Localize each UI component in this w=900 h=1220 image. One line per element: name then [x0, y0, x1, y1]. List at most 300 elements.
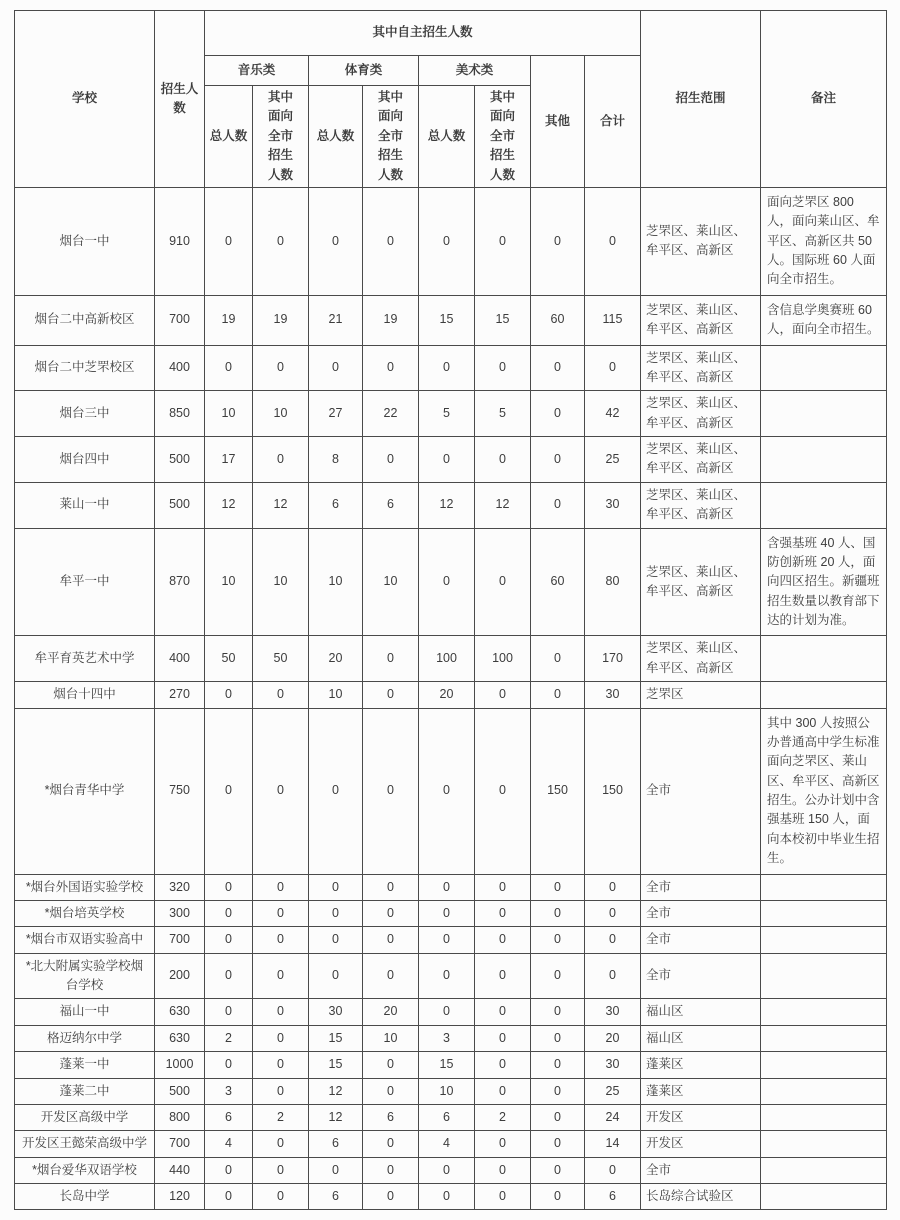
music-citywide-value: 0 [253, 708, 309, 874]
sports-citywide-value: 0 [363, 927, 419, 953]
art-total-value: 15 [419, 295, 475, 345]
remark-value [761, 1052, 887, 1078]
enrollment-value: 870 [155, 528, 205, 636]
table-row [15, 1078, 887, 1104]
total-value: 24 [585, 1104, 641, 1130]
total-value: 0 [585, 927, 641, 953]
scope-value: 芝罘区、莱山区、牟平区、高新区 [641, 482, 761, 528]
header-music-citywide: 其中面向全市招生人数 [253, 86, 309, 188]
art-citywide-value: 0 [475, 345, 531, 391]
art-citywide-value: 0 [475, 528, 531, 636]
school-name: *烟台青华中学 [15, 708, 155, 874]
enrollment-value: 700 [155, 1131, 205, 1157]
header-remarks: 备注 [761, 11, 887, 188]
header-art-citywide: 其中面向全市招生人数 [475, 86, 531, 188]
school-name: 开发区王懿荣高级中学 [15, 1131, 155, 1157]
scope-value: 全市 [641, 900, 761, 926]
scope-value: 芝罘区、莱山区、牟平区、高新区 [641, 437, 761, 483]
art-citywide-value: 5 [475, 391, 531, 437]
music-citywide-value: 10 [253, 528, 309, 636]
sports-total-value: 27 [309, 391, 363, 437]
school-name: 烟台二中芝罘校区 [15, 345, 155, 391]
art-citywide-value: 0 [475, 437, 531, 483]
remark-value: 面向芝罘区 800 人，面向莱山区、牟平区、高新区共 50 人。国际班 60 人面向全市招生。 [761, 187, 887, 295]
scope-value: 全市 [641, 708, 761, 874]
other-value: 0 [531, 900, 585, 926]
table-row [15, 345, 887, 391]
art-total-value: 0 [419, 999, 475, 1025]
sports-total-value: 15 [309, 1025, 363, 1051]
music-total-value: 2 [205, 1025, 253, 1051]
scope-value: 芝罘区、莱山区、牟平区、高新区 [641, 391, 761, 437]
enrollment-table [14, 10, 887, 1210]
enrollment-value: 700 [155, 927, 205, 953]
header-sports-subtotal: 总人数 [309, 86, 363, 188]
music-citywide-value: 0 [253, 953, 309, 999]
art-citywide-value: 0 [475, 999, 531, 1025]
art-total-value: 12 [419, 482, 475, 528]
table-row [15, 1104, 887, 1130]
other-value: 0 [531, 1052, 585, 1078]
school-name: 烟台二中高新校区 [15, 295, 155, 345]
enrollment-value: 910 [155, 187, 205, 295]
header-school: 学校 [15, 11, 155, 188]
remark-value [761, 345, 887, 391]
sports-total-value: 10 [309, 528, 363, 636]
header-music-subtotal: 总人数 [205, 86, 253, 188]
school-name: 烟台四中 [15, 437, 155, 483]
header-art: 美术类 [419, 56, 531, 86]
scope-value: 芝罘区、莱山区、牟平区、高新区 [641, 295, 761, 345]
other-value: 60 [531, 295, 585, 345]
art-total-value: 0 [419, 927, 475, 953]
table-row [15, 295, 887, 345]
art-total-value: 10 [419, 1078, 475, 1104]
sports-total-value: 21 [309, 295, 363, 345]
sports-total-value: 8 [309, 437, 363, 483]
sports-total-value: 0 [309, 874, 363, 900]
other-value: 0 [531, 927, 585, 953]
other-value: 0 [531, 1157, 585, 1183]
remark-value [761, 682, 887, 708]
sports-citywide-value: 0 [363, 187, 419, 295]
sports-total-value: 0 [309, 1157, 363, 1183]
other-value: 0 [531, 1104, 585, 1130]
sports-citywide-value: 0 [363, 900, 419, 926]
other-value: 0 [531, 391, 585, 437]
art-citywide-value: 0 [475, 682, 531, 708]
remark-value [761, 1104, 887, 1130]
sports-total-value: 6 [309, 1131, 363, 1157]
remark-value [761, 437, 887, 483]
total-value: 0 [585, 187, 641, 295]
other-value: 0 [531, 999, 585, 1025]
total-value: 25 [585, 1078, 641, 1104]
sports-total-value: 30 [309, 999, 363, 1025]
remark-value [761, 999, 887, 1025]
art-total-value: 0 [419, 900, 475, 926]
sports-total-value: 10 [309, 682, 363, 708]
total-value: 30 [585, 682, 641, 708]
header-independent-group: 其中自主招生人数 [205, 11, 641, 56]
table-row [15, 927, 887, 953]
total-value: 25 [585, 437, 641, 483]
school-name: *烟台培英学校 [15, 900, 155, 926]
scope-value: 蓬莱区 [641, 1078, 761, 1104]
art-total-value: 0 [419, 1157, 475, 1183]
scope-value: 芝罘区、莱山区、牟平区、高新区 [641, 345, 761, 391]
scope-value: 全市 [641, 953, 761, 999]
school-name: 格迈纳尔中学 [15, 1025, 155, 1051]
other-value: 0 [531, 1184, 585, 1210]
art-citywide-value: 0 [475, 900, 531, 926]
table-row [15, 874, 887, 900]
art-citywide-value: 0 [475, 1157, 531, 1183]
art-total-value: 5 [419, 391, 475, 437]
school-name: 烟台一中 [15, 187, 155, 295]
total-value: 30 [585, 1052, 641, 1078]
music-citywide-value: 19 [253, 295, 309, 345]
sports-total-value: 15 [309, 1052, 363, 1078]
total-value: 20 [585, 1025, 641, 1051]
music-total-value: 0 [205, 682, 253, 708]
scope-value: 芝罘区、莱山区、牟平区、高新区 [641, 528, 761, 636]
other-value: 60 [531, 528, 585, 636]
header-sports: 体育类 [309, 56, 419, 86]
music-citywide-value: 2 [253, 1104, 309, 1130]
school-name: *烟台爱华双语学校 [15, 1157, 155, 1183]
scope-value: 开发区 [641, 1104, 761, 1130]
table-row [15, 437, 887, 483]
scope-value: 全市 [641, 1157, 761, 1183]
art-citywide-value: 2 [475, 1104, 531, 1130]
other-value: 0 [531, 187, 585, 295]
school-name: 蓬莱一中 [15, 1052, 155, 1078]
music-total-value: 0 [205, 187, 253, 295]
remark-value [761, 953, 887, 999]
table-row [15, 682, 887, 708]
enrollment-value: 630 [155, 999, 205, 1025]
total-value: 0 [585, 874, 641, 900]
music-citywide-value: 0 [253, 999, 309, 1025]
total-value: 115 [585, 295, 641, 345]
art-total-value: 6 [419, 1104, 475, 1130]
school-name: 莱山一中 [15, 482, 155, 528]
table-row [15, 1131, 887, 1157]
art-citywide-value: 0 [475, 1052, 531, 1078]
remark-value [761, 874, 887, 900]
remark-value [761, 1025, 887, 1051]
art-citywide-value: 0 [475, 927, 531, 953]
music-total-value: 3 [205, 1078, 253, 1104]
school-name: *烟台市双语实验高中 [15, 927, 155, 953]
art-total-value: 0 [419, 528, 475, 636]
table-row [15, 391, 887, 437]
enrollment-value: 750 [155, 708, 205, 874]
school-name: 烟台三中 [15, 391, 155, 437]
art-citywide-value: 0 [475, 708, 531, 874]
other-value: 0 [531, 953, 585, 999]
sports-citywide-value: 20 [363, 999, 419, 1025]
art-citywide-value: 0 [475, 1078, 531, 1104]
school-name: 长岛中学 [15, 1184, 155, 1210]
scope-value: 全市 [641, 927, 761, 953]
scope-value: 芝罘区、莱山区、牟平区、高新区 [641, 187, 761, 295]
sports-total-value: 0 [309, 953, 363, 999]
sports-citywide-value: 0 [363, 345, 419, 391]
total-value: 0 [585, 1157, 641, 1183]
music-total-value: 19 [205, 295, 253, 345]
scope-value: 芝罘区、莱山区、牟平区、高新区 [641, 636, 761, 682]
school-name: *烟台外国语实验学校 [15, 874, 155, 900]
school-name: *北大附属实验学校烟台学校 [15, 953, 155, 999]
art-total-value: 0 [419, 187, 475, 295]
sports-citywide-value: 0 [363, 682, 419, 708]
art-citywide-value: 0 [475, 187, 531, 295]
other-value: 0 [531, 345, 585, 391]
total-value: 150 [585, 708, 641, 874]
music-citywide-value: 0 [253, 1052, 309, 1078]
art-total-value: 0 [419, 1184, 475, 1210]
remark-value [761, 900, 887, 926]
total-value: 42 [585, 391, 641, 437]
header-enrollment: 招生人数 [155, 11, 205, 188]
table-header [15, 11, 887, 188]
music-citywide-value: 0 [253, 900, 309, 926]
school-name: 牟平育英艺术中学 [15, 636, 155, 682]
enrollment-value: 630 [155, 1025, 205, 1051]
remark-value [761, 636, 887, 682]
music-total-value: 0 [205, 708, 253, 874]
table-row [15, 900, 887, 926]
table-row [15, 636, 887, 682]
music-total-value: 6 [205, 1104, 253, 1130]
enrollment-value: 500 [155, 482, 205, 528]
sports-citywide-value: 0 [363, 708, 419, 874]
enrollment-value: 1000 [155, 1052, 205, 1078]
scope-value: 福山区 [641, 999, 761, 1025]
music-total-value: 17 [205, 437, 253, 483]
art-total-value: 0 [419, 874, 475, 900]
other-value: 0 [531, 1078, 585, 1104]
scope-value: 芝罘区 [641, 682, 761, 708]
other-value: 0 [531, 636, 585, 682]
enrollment-value: 500 [155, 1078, 205, 1104]
enrollment-value: 400 [155, 636, 205, 682]
music-total-value: 0 [205, 927, 253, 953]
header-art-subtotal: 总人数 [419, 86, 475, 188]
table-row [15, 187, 887, 295]
sports-citywide-value: 0 [363, 1184, 419, 1210]
sports-citywide-value: 6 [363, 482, 419, 528]
art-citywide-value: 0 [475, 874, 531, 900]
enrollment-value: 300 [155, 900, 205, 926]
music-citywide-value: 0 [253, 1131, 309, 1157]
music-total-value: 12 [205, 482, 253, 528]
sports-citywide-value: 0 [363, 1131, 419, 1157]
sports-total-value: 6 [309, 482, 363, 528]
scope-value: 蓬莱区 [641, 1052, 761, 1078]
remark-value [761, 1078, 887, 1104]
music-citywide-value: 0 [253, 927, 309, 953]
table-row [15, 1025, 887, 1051]
total-value: 6 [585, 1184, 641, 1210]
other-value: 0 [531, 874, 585, 900]
music-total-value: 50 [205, 636, 253, 682]
sports-citywide-value: 0 [363, 636, 419, 682]
school-name: 烟台十四中 [15, 682, 155, 708]
table-row [15, 1052, 887, 1078]
sports-citywide-value: 0 [363, 874, 419, 900]
music-citywide-value: 10 [253, 391, 309, 437]
total-value: 30 [585, 999, 641, 1025]
enrollment-value: 200 [155, 953, 205, 999]
remark-value [761, 1184, 887, 1210]
art-total-value: 0 [419, 437, 475, 483]
art-total-value: 0 [419, 708, 475, 874]
enrollment-value: 500 [155, 437, 205, 483]
table-row [15, 1184, 887, 1210]
other-value: 0 [531, 437, 585, 483]
table-row [15, 1157, 887, 1183]
total-value: 80 [585, 528, 641, 636]
school-name: 牟平一中 [15, 528, 155, 636]
other-value: 0 [531, 1025, 585, 1051]
scope-value: 开发区 [641, 1131, 761, 1157]
art-citywide-value: 15 [475, 295, 531, 345]
table-body [15, 187, 887, 1210]
total-value: 170 [585, 636, 641, 682]
art-total-value: 0 [419, 345, 475, 391]
remark-value: 其中 300 人按照公办普通高中学生标准面向芝罘区、莱山区、牟平区、高新区招生。公办计划中含强基班 150 人，面向本校初中毕业生招生。 [761, 708, 887, 874]
scope-value: 全市 [641, 874, 761, 900]
total-value: 30 [585, 482, 641, 528]
music-citywide-value: 50 [253, 636, 309, 682]
sports-citywide-value: 10 [363, 1025, 419, 1051]
sports-total-value: 6 [309, 1184, 363, 1210]
music-total-value: 0 [205, 953, 253, 999]
music-citywide-value: 0 [253, 345, 309, 391]
sports-total-value: 0 [309, 187, 363, 295]
school-name: 福山一中 [15, 999, 155, 1025]
table-row [15, 528, 887, 636]
art-total-value: 100 [419, 636, 475, 682]
other-value: 150 [531, 708, 585, 874]
sports-citywide-value: 10 [363, 528, 419, 636]
music-citywide-value: 0 [253, 874, 309, 900]
remark-value [761, 927, 887, 953]
sports-citywide-value: 0 [363, 953, 419, 999]
remark-value [761, 391, 887, 437]
art-total-value: 3 [419, 1025, 475, 1051]
music-total-value: 0 [205, 345, 253, 391]
enrollment-value: 270 [155, 682, 205, 708]
music-citywide-value: 0 [253, 187, 309, 295]
music-total-value: 0 [205, 999, 253, 1025]
music-total-value: 4 [205, 1131, 253, 1157]
table-row [15, 708, 887, 874]
art-total-value: 4 [419, 1131, 475, 1157]
table-row [15, 999, 887, 1025]
scope-value: 长岛综合试验区 [641, 1184, 761, 1210]
table-row [15, 953, 887, 999]
sports-citywide-value: 0 [363, 437, 419, 483]
music-citywide-value: 0 [253, 682, 309, 708]
sports-total-value: 0 [309, 345, 363, 391]
music-citywide-value: 12 [253, 482, 309, 528]
enrollment-value: 800 [155, 1104, 205, 1130]
art-total-value: 0 [419, 953, 475, 999]
table-row [15, 482, 887, 528]
remark-value: 含信息学奥赛班 60 人，面向全市招生。 [761, 295, 887, 345]
sports-citywide-value: 0 [363, 1157, 419, 1183]
music-total-value: 0 [205, 900, 253, 926]
enrollment-value: 440 [155, 1157, 205, 1183]
music-total-value: 0 [205, 1157, 253, 1183]
school-name: 蓬莱二中 [15, 1078, 155, 1104]
sports-citywide-value: 0 [363, 1052, 419, 1078]
sports-citywide-value: 19 [363, 295, 419, 345]
sports-total-value: 0 [309, 900, 363, 926]
header-music: 音乐类 [205, 56, 309, 86]
remark-value [761, 482, 887, 528]
enrollment-value: 700 [155, 295, 205, 345]
scope-value: 福山区 [641, 1025, 761, 1051]
header-sports-citywide: 其中面向全市招生人数 [363, 86, 419, 188]
enrollment-value: 120 [155, 1184, 205, 1210]
other-value: 0 [531, 682, 585, 708]
remark-value [761, 1157, 887, 1183]
art-citywide-value: 0 [475, 1184, 531, 1210]
enrollment-value: 320 [155, 874, 205, 900]
music-total-value: 0 [205, 874, 253, 900]
art-total-value: 15 [419, 1052, 475, 1078]
total-value: 0 [585, 900, 641, 926]
enrollment-value: 400 [155, 345, 205, 391]
sports-total-value: 0 [309, 708, 363, 874]
music-total-value: 10 [205, 528, 253, 636]
remark-value: 含强基班 40 人、国防创新班 20 人，面向四区招生。新疆班招生数量以教育部下达的计划为准。 [761, 528, 887, 636]
other-value: 0 [531, 1131, 585, 1157]
art-citywide-value: 0 [475, 1131, 531, 1157]
header-scope: 招生范围 [641, 11, 761, 188]
music-citywide-value: 0 [253, 1157, 309, 1183]
music-citywide-value: 0 [253, 1078, 309, 1104]
sports-total-value: 12 [309, 1104, 363, 1130]
enrollment-value: 850 [155, 391, 205, 437]
total-value: 0 [585, 345, 641, 391]
sports-citywide-value: 0 [363, 1078, 419, 1104]
school-name: 开发区高级中学 [15, 1104, 155, 1130]
total-value: 14 [585, 1131, 641, 1157]
sports-citywide-value: 22 [363, 391, 419, 437]
music-total-value: 10 [205, 391, 253, 437]
music-citywide-value: 0 [253, 437, 309, 483]
total-value: 0 [585, 953, 641, 999]
art-citywide-value: 0 [475, 1025, 531, 1051]
header-total: 合计 [585, 56, 641, 188]
sports-total-value: 20 [309, 636, 363, 682]
music-citywide-value: 0 [253, 1184, 309, 1210]
music-total-value: 0 [205, 1052, 253, 1078]
sports-total-value: 12 [309, 1078, 363, 1104]
art-citywide-value: 0 [475, 953, 531, 999]
other-value: 0 [531, 482, 585, 528]
art-total-value: 20 [419, 682, 475, 708]
header-other: 其他 [531, 56, 585, 188]
art-citywide-value: 100 [475, 636, 531, 682]
sports-total-value: 0 [309, 927, 363, 953]
